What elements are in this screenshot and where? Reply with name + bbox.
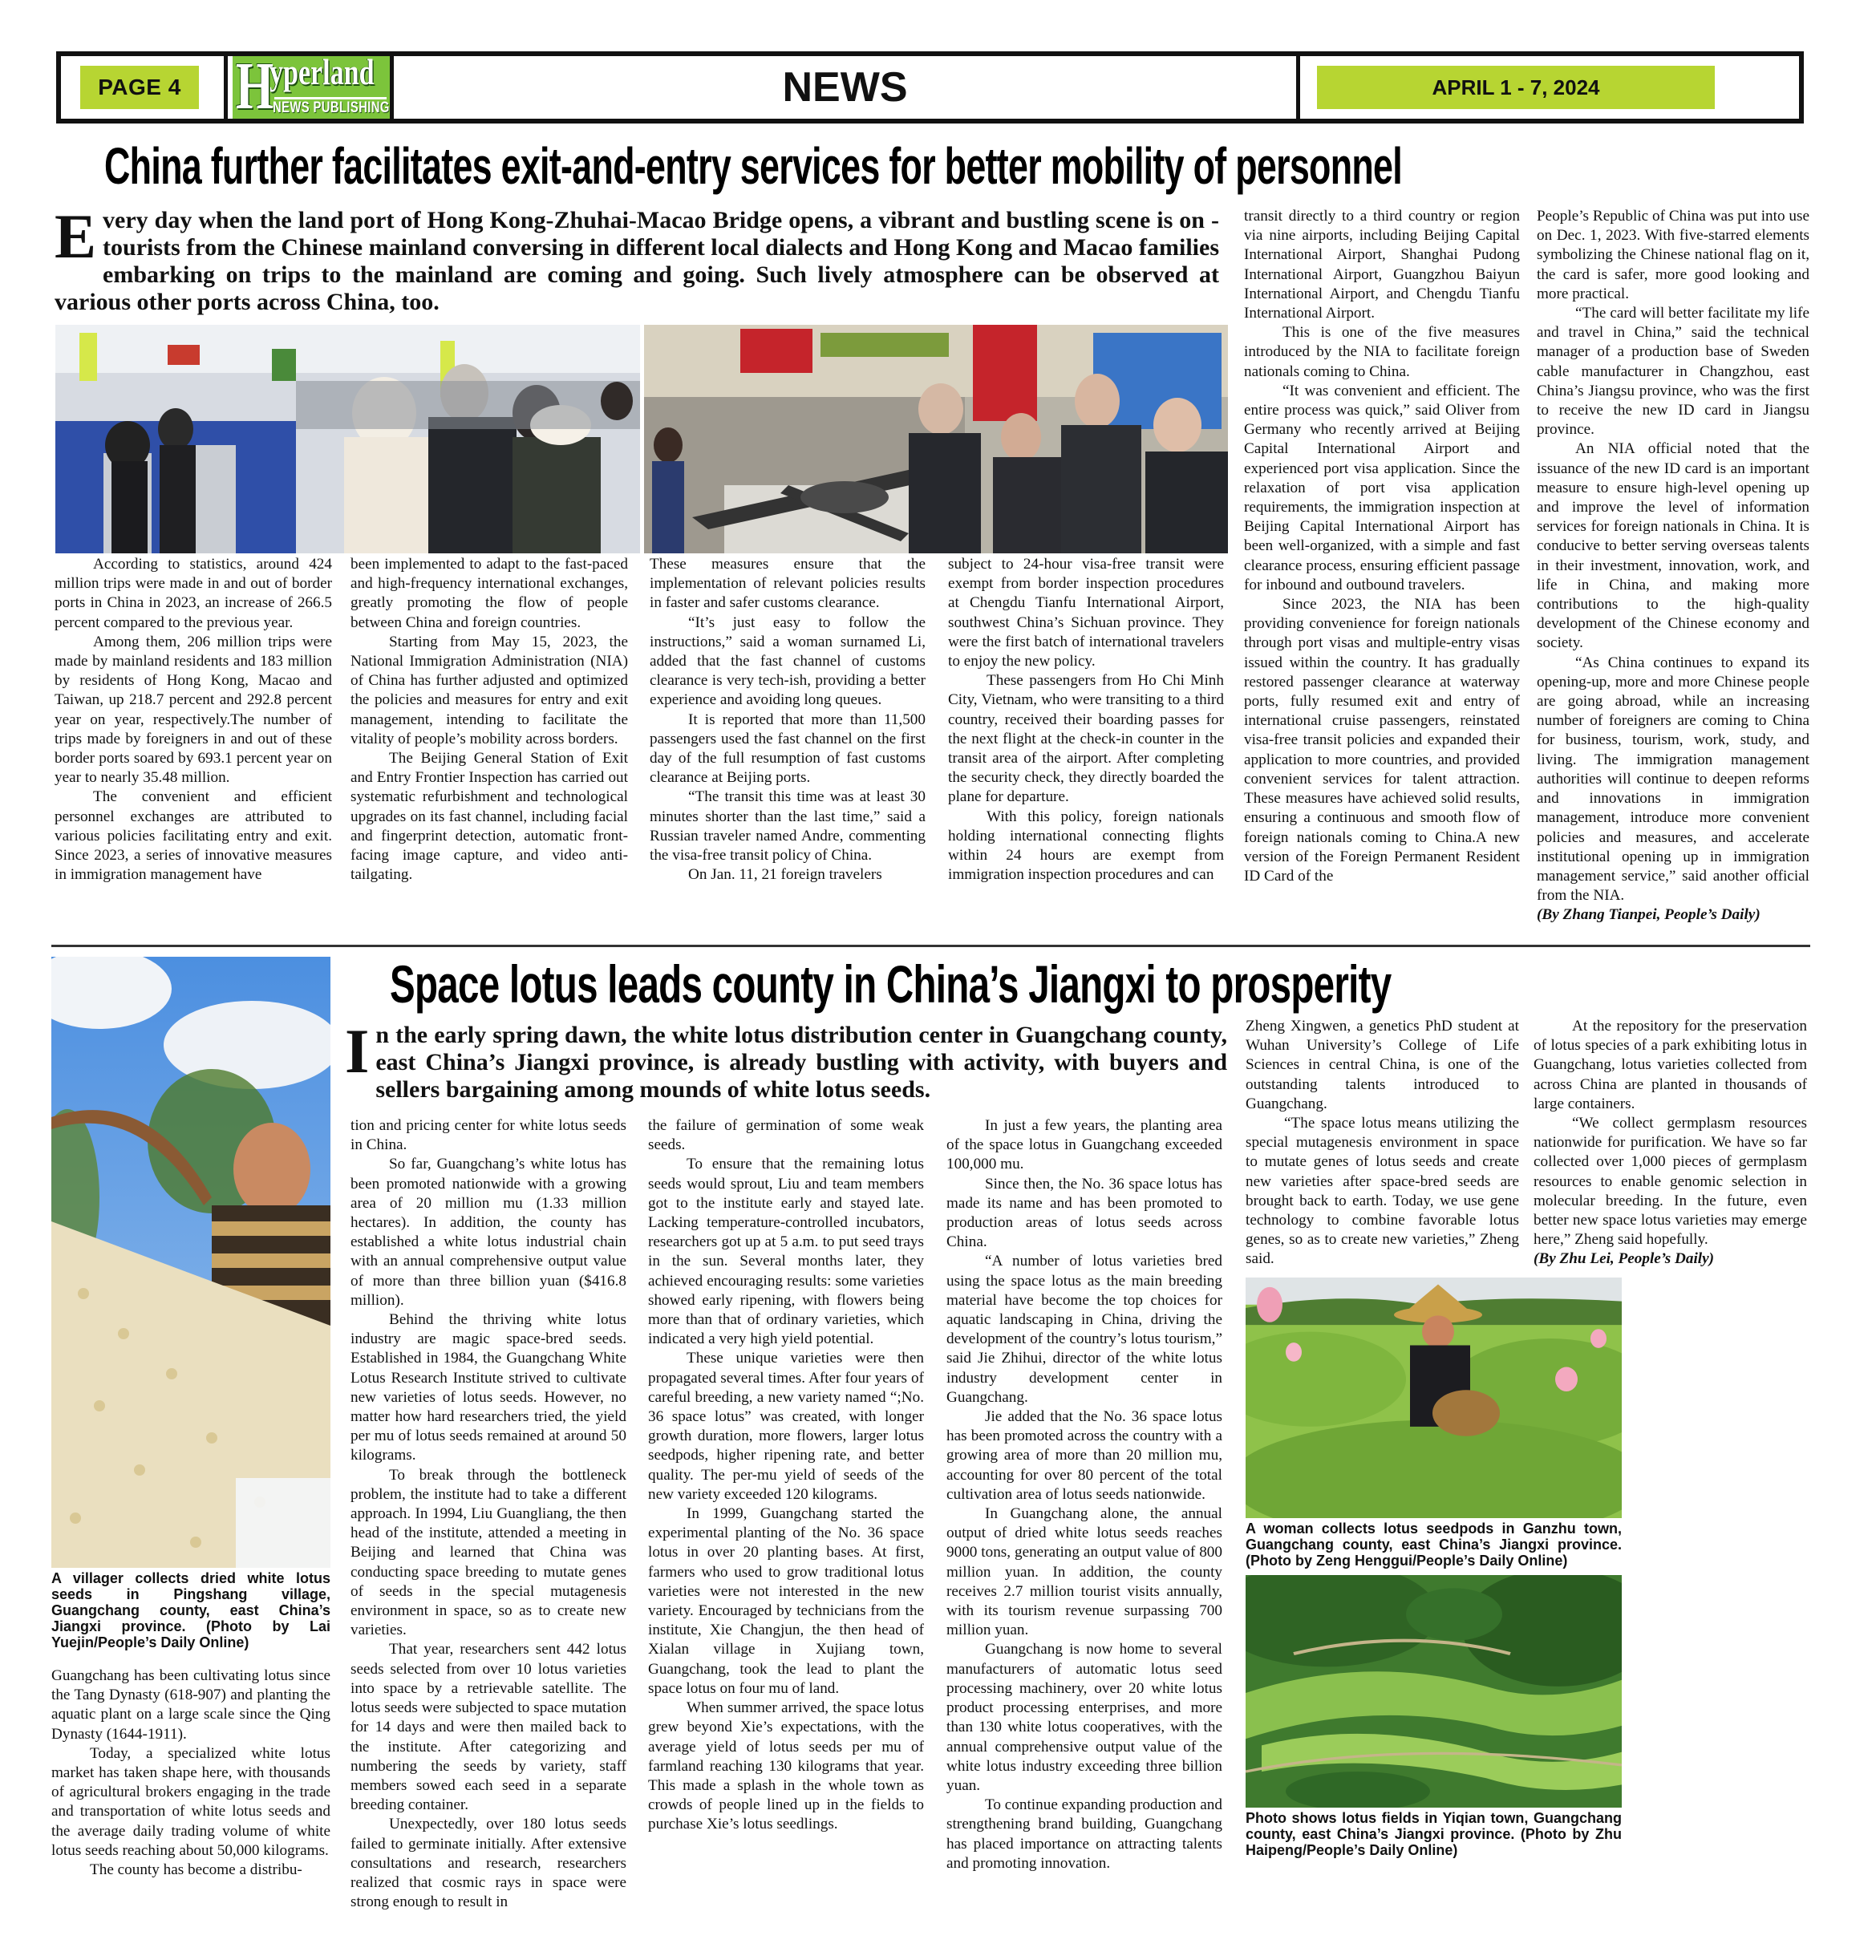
lead-text: n the early spring dawn, the white lotus distribution center in Guangchang county, east China’s Jiangxi province, is already bustling with activity, with buyers and sellers bargaining among mounds of white lotus seeds. xyxy=(375,1022,1227,1103)
paragraph: Since 2023, the NIA has been providing convenience for foreign nationals through port visas and multiple-entry visas issued within the country. It has gradually restored passenger clearance at waterway ports, fully resumed exit and entry of international cruise passengers, reinstated visa-free transit policies and expanded their application to more countries, and provided convenient services for talent attraction. These measures have achieved solid results, ensuring a continuous and smooth flow of foreign nationals coming to China.A new version of the Foreign Permanent Resident ID Card of the xyxy=(1244,596,1520,885)
paragraph: “The transit this time was at least 30 minutes shorter than the last time,” said a Russian traveler named Andre, commenting the visa-free transit policy of China. xyxy=(650,788,926,865)
paragraph: Guangchang is now home to several manufacturers of automatic lotus seed processing machinery, over 20 white lotus product processing enterprises, and more than 130 white lotus cooperatives, with the annual comprehensive output value of the white lotus industry exceeding three billion yuan. xyxy=(946,1641,1222,1794)
paragraph: transit directly to a third country or region via nine airports, including Beijing Capital International Airport, Shanghai Pudong International Airport, Guangzhou Baiyun International Airport, and Chengdu Tianfu International Airport. xyxy=(1244,208,1520,322)
article2-right-columns xyxy=(1246,1017,1807,1270)
paragraph: In just a few years, the planting area of the space lotus in Guangchang exceeded 100,000 mu. xyxy=(946,1117,1222,1173)
paragraph: subject to 24-hour visa-free transit were exempt from border inspection procedures at Chengdu Tianfu International Airport, southwest China’s Sichuan province. They were the first batch of international travelers to enjoy the new policy. xyxy=(948,556,1224,670)
paragraph: This is one of the five measures introduced by the NIA to facilitate foreign nationals coming to China. xyxy=(1244,324,1520,380)
paragraph: To ensure that the remaining lotus seeds would sprout, Liu and team members got to the institute early and stayed late. Lacking temperature-controlled incubators, researchers got up at 5 a.m. to put seed trays in the sun. Several months later, they achieved encouraging results: some varieties showed early ripening, with flowers being more than that of ordinary varieties, which indicated a very high yield potential. xyxy=(648,1156,924,1348)
paragraph: been implemented to adapt to the fast-paced and high-frequency international exchanges, greatly promoting the flow of people between China and foreign countries. xyxy=(350,556,628,631)
article2-column-6 xyxy=(1534,1017,1807,1270)
paragraph: the failure of germination of some weak seeds. xyxy=(648,1117,924,1154)
paragraph: “The card will better facilitate my life and travel in China,” said the technical manager of a production base of Sweden cable manufacturer in Changzhou, east China’s Jiangsu province, who was the first to receive the new ID card in Jiangsu province. xyxy=(1537,305,1809,439)
paragraph: “The space lotus means utilizing the special mutagenesis environment in space to mutate genes of lotus seeds and create new varieties after space-bred seeds are brought back to earth. Today, we use gene technology to combine favorable lotus genes, so as to create new varieties,” Zheng said. xyxy=(1246,1115,1519,1268)
paragraph: Guangchang has been cultivating lotus since the Tang Dynasty (618-907) and planting the aquatic plant on a large scale since the Qing Dynasty (1644-1911). xyxy=(51,1667,330,1743)
byline: (By Zhu Lei, People’s Daily) xyxy=(1534,1250,1715,1268)
article1-column-4 xyxy=(948,555,1224,885)
article2-column-5 xyxy=(1246,1017,1519,1270)
paragraph: “As China continues to expand its opening-up, more and more Chinese people are going abroad, while an increasing number of foreigners are coming to China for business, tourism, work, study, and living. The immigration management authorities will continue to deepen reforms and innovations in immigration management, introduce more convenient policies and measures, and accelerate institutional opening up in immigration management service,” said another official from the NIA. xyxy=(1537,654,1809,905)
paragraph: An NIA official noted that the issuance of the new ID card is an important measure to ensure high-level opening up and improve the level of information services for foreign nationals in China. It is conducive to better serving overseas talents in their investment, innovation, work, and life in China, and making more contributions to the high-quality development of the Chinese economy and society. xyxy=(1537,440,1809,652)
article1-lead xyxy=(55,201,1219,316)
article2-left-stack xyxy=(51,957,330,1880)
villager-lotus-seeds-photo xyxy=(51,957,330,1568)
masthead-divider xyxy=(224,56,228,119)
border-port-crowd-photo xyxy=(55,325,640,553)
logo-word: yperland xyxy=(269,56,375,92)
lead-text: very day when the land port of Hong Kong-Zhuhai-Macao Bridge opens, a vibrant and bustling scene is on - tourists from the Chinese mainland conversing in different local dialects and Hong Kong and Macao families embarking on trips to the mainland are coming and going. Such lively atmosphere can be observed at various other ports across China, too. xyxy=(55,207,1219,315)
article1-column-2 xyxy=(350,555,628,885)
article2-column-2 xyxy=(350,1116,626,1912)
article1-column-5 xyxy=(1244,207,1520,886)
paragraph: These passengers from Ho Chi Minh City, Vietnam, who were transiting to a third country, received their boarding passes for the next flight at the check-in counter in the transit area of the airport. After completing the security check, they directly boarded the plane for departure. xyxy=(948,672,1224,806)
article2-headline: Space lotus leads county in China’s Jiangxi to prosperity xyxy=(390,954,1392,1014)
logo-initial: H xyxy=(236,56,274,119)
paragraph: In Guangchang alone, the annual output of dried white lotus seeds reaches 9000 tons, generating an output value of 800 million yuan. In addition, the county receives 2.7 million tourist visits annually, with its tourism revenue surpassing 700 million yuan. xyxy=(946,1505,1222,1639)
villager-photo-caption: A villager collects dried white lotus seeds in Pingshang village, Guangchang county, east China’s Jiangxi province. (Photo by Lai Yuejin/People’s Daily Online) xyxy=(51,1570,330,1650)
page-number-badge: PAGE 4 xyxy=(80,66,199,109)
paragraph: At the repository for the preservation of lotus species of a park exhibiting lotus in Guangchang, lotus varieties collected from across China are planted in thousands of large containers. xyxy=(1534,1018,1807,1112)
issue-date-badge: APRIL 1 - 7, 2024 xyxy=(1317,66,1715,109)
lotus-fields-aerial-photo xyxy=(1246,1575,1622,1808)
drop-cap: I xyxy=(345,1016,370,1086)
section-title: NEWS xyxy=(782,64,908,111)
article2-right-stack xyxy=(1246,1017,1807,1865)
trade-expo-drone-photo xyxy=(644,325,1228,553)
paragraph: In 1999, Guangchang started the experimental planting of the No. 36 space lotus in over 20 planting bases. At first, farmers who used to grow traditional lotus varieties were not interested in the new variety. Encouraged by technicians from the institute, Xie Changjun, the then head of Xialan village in Xujiang town, Guangchang, took the lead to plant the space lotus on four mu of land. xyxy=(648,1505,924,1697)
article2-lead xyxy=(345,1016,1227,1104)
paragraph: Zheng Xingwen, a genetics PhD student at Wuhan University’s College of Life Sciences in central China, is one of the outstanding talents introduced to Guangchang. xyxy=(1246,1018,1519,1112)
paragraph: The convenient and efficient personnel exchanges are attributed to various policies facilitating entry and exit. Since 2023, a series of innovative measures in immigration management have xyxy=(55,788,332,884)
paragraph: “We collect germplasm resources nationwide for purification. We have so far collected over 1,000 pieces of germplasm resources to enable genomic selection in molecular breeding. In the future, even better new space lotus varieties may emerge here,” Zheng said hopefully. xyxy=(1534,1115,1807,1249)
fields-photo-caption: Photo shows lotus fields in Yiqian town, Guangchang county, east China’s Jiangxi province. (Photo by Zhu Haipeng/People’s Daily Online) xyxy=(1246,1809,1622,1858)
paragraph: “It’s just easy to follow the instructions,” said a woman surnamed Li, added that the fast channel of customs clearance is very tech-ish, providing a better experience and avoiding long queues. xyxy=(650,614,926,709)
paragraph: According to statistics, around 424 million trips were made in and out of border ports in China in 2023, an increase of 266.5 percent compared to the previous year. xyxy=(55,556,332,631)
paragraph: With this policy, foreign nationals holding international connecting flights within 24 hours are exempt from immigration inspection procedures and can xyxy=(948,808,1224,884)
paragraph: Today, a specialized white lotus market has taken shape here, with thousands of agricultural brokers engaging in the trade and transportation of white lotus seeds and the average daily trading volume of white lotus seeds reaching about 50,000 kilograms. xyxy=(51,1744,330,1859)
paragraph: So far, Guangchang’s white lotus has been promoted nationwide with a growing area of 20 million mu (1.33 million hectares). In addition, the county has established a white lotus industrial chain with an annual comprehensive output value of more than three billion yuan ($416.8 million). xyxy=(350,1156,626,1309)
article1-column-6 xyxy=(1537,207,1809,925)
paragraph: These unique varieties were then propagated several times. After four years of careful breeding, a new variety named “;No. 36 space lotus” was created, with longer growth duration, more flowers, larger lotus seedpods, higher ripening rate, and better quality. The per-mu yield of seeds of the new variety exceeded 120 kilograms. xyxy=(648,1350,924,1503)
woman-lotus-seedpods-photo xyxy=(1246,1278,1622,1518)
article1-column-3 xyxy=(650,555,926,885)
paragraph: Jie added that the No. 36 space lotus has been promoted across the country with a growing area of more than 20 million mu, accounting for over 80 percent of the total cultivation area of lotus seeds nationwide. xyxy=(946,1408,1222,1503)
paragraph: Behind the thriving white lotus industry are magic space-bred seeds. Established in 1984, the Guangchang White Lotus Research Institute strived to cultivate new varieties of lotus seeds. However, no matter how hard researchers tried, the yield per mu of lotus seeds remained at around 50 kilograms. xyxy=(350,1311,626,1464)
paragraph: To break through the bottleneck problem, the institute had to take a different approach. In 1994, Liu Guangliang, the then head of the institute, attended a meeting in Beijing and learned that China was conducting space breeding to mutate genes of seeds in the special mutagenesis environment in space, so as to create new varieties. xyxy=(350,1466,626,1639)
article1-headline: China further facilitates exit-and-entry services for better mobility of personnel xyxy=(104,137,1403,195)
byline: (By Zhang Tianpei, People’s Daily) xyxy=(1537,906,1761,924)
paragraph: To continue expanding production and strengthening brand building, Guangchang has placed importance on attracting talents and promoting innovation. xyxy=(946,1796,1222,1872)
logo-subtitle: NEWS PUBLISHING xyxy=(273,99,390,116)
paragraph: That year, researchers sent 442 lotus seeds selected from over 10 lotus varieties into space by a retrievable satellite. The lotus seeds were subjected to space mutation for 14 days and were then mailed back to the institute. After categorizing and numbering the seeds by variety, staff members sowed each seed in a separate breeding container. xyxy=(350,1641,626,1814)
paragraph: Among them, 206 million trips were made by mainland residents and 183 million by residents of Hong Kong, Macao and Taiwan, up 218.7 percent and 292.8 percent year on year, respectively.The number of trips made by foreigners in and out of these border ports soared by 693.1 percent year on year to nearly 35.48 million. xyxy=(55,633,332,787)
paragraph: People’s Republic of China was put into use on Dec. 1, 2023. With five-starred elements symbolizing the Chinese national flag on it, the card is safer, more good looking and more practical. xyxy=(1537,208,1809,302)
paragraph: Unexpectedly, over 180 lotus seeds failed to germinate initially. After extensive consultations and research, researchers realized that cosmic rays in space were strong enough to result in xyxy=(350,1816,626,1911)
masthead xyxy=(56,51,1804,124)
paragraph: Starting from May 15, 2023, the National Immigration Administration (NIA) of China has further adjusted and optimized the policies and measures for entry and exit management, intending to facilitate the vitality of people’s mobility across borders. xyxy=(350,633,628,747)
article1-column-1 xyxy=(55,555,332,885)
article2-column-3 xyxy=(648,1116,924,1835)
masthead-divider xyxy=(1296,56,1300,119)
paragraph: These measures ensure that the implementation of relevant policies results in faster and safer customs clearance. xyxy=(650,556,926,612)
paragraph: tion and pricing center for white lotus seeds in China. xyxy=(350,1117,626,1154)
paragraph: “A number of lotus varieties bred using the space lotus as the main breeding material have become the top choices for aquatic landscaping in China, driving the development of the country’s lotus tourism,” said Jie Zhihui, director of the white lotus industry development center in Guangchang. xyxy=(946,1253,1222,1406)
paragraph: “It was convenient and efficient. The entire process was quick,” said Oliver from Germany who recently arrived at Beijing Capital International Airport and experienced port visa application. Since the relaxation of port visa application requirements, the immigration inspection at Beijing Capital International Airport has been well-organized, with a simple and fast clearance process, ensuring efficient passage for inbound and outbound travelers. xyxy=(1244,382,1520,593)
woman-photo-caption: A woman collects lotus seedpods in Ganzhu town, Guangchang county, east China’s Jiangxi province. (Photo by Zeng Henggui/People’s Daily Online) xyxy=(1246,1520,1622,1569)
publisher-logo xyxy=(233,56,390,119)
paragraph: It is reported that more than 11,500 passengers used the fast channel on the first day of the full resumption of fast customs clearance at Beijing ports. xyxy=(650,711,926,787)
drop-cap: E xyxy=(55,201,97,271)
paragraph: The county has become a distribu- xyxy=(90,1861,302,1879)
paragraph: The Beijing General Station of Exit and Entry Frontier Inspection has carried out systematic refurbishment and technological upgrades on its fast channel, including facial and fingerprint detection, automatic front-facing image capture, and video anti-tailgating. xyxy=(350,750,628,884)
article-separator xyxy=(51,945,1810,947)
paragraph: When summer arrived, the space lotus grew beyond Xie’s expectations, with the average yield of lotus seeds per mu of farmland reaching 130 kilograms that year. This made a splash in the whole town as crowds of people lined up in the fields to purchase Xie’s lotus seedlings. xyxy=(648,1699,924,1833)
article2-column-4 xyxy=(946,1116,1222,1873)
paragraph: On Jan. 11, 21 foreign travelers xyxy=(688,866,882,884)
article2-column-1 xyxy=(51,1666,330,1880)
paragraph: Since then, the No. 36 space lotus has made its name and has been promoted to production areas of lotus seeds across China. xyxy=(946,1175,1222,1251)
